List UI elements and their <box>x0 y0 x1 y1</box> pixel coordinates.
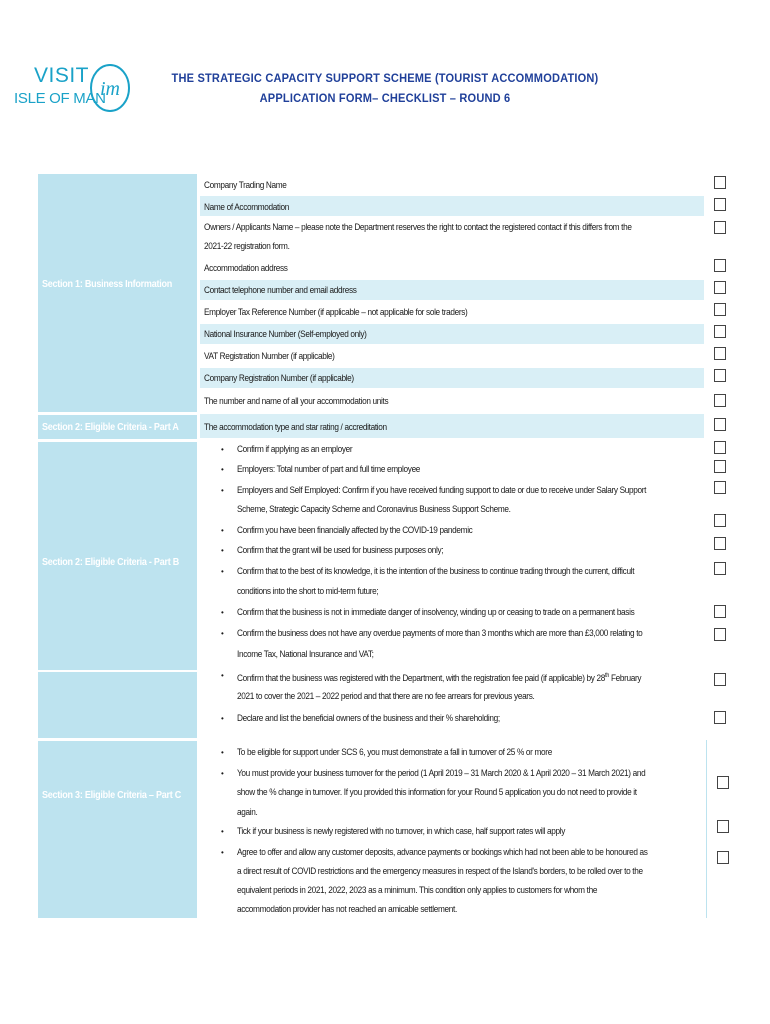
item-customer-deposits-cont-3: accommodation provider has not reached an amicable settlement. <box>237 904 457 915</box>
checkbox-funding-support[interactable] <box>714 481 726 494</box>
item-business-turnover: You must provide your business turnover for the period (1 April 2019 – 31 March 2020 & 1 April 2020 – 31 March 2021) and <box>237 768 646 779</box>
item-business-turnover-cont-2: again. <box>237 807 258 818</box>
checkbox-accommodation-address[interactable] <box>714 259 726 272</box>
bullet: • <box>221 629 224 638</box>
item-beneficial-owners: Declare and list the beneficial owners of the business and their % shareholding; <box>237 713 500 724</box>
section-1-label: Section 1: Business Information <box>42 278 172 290</box>
checkbox-covid-affected[interactable] <box>714 514 726 527</box>
bullet: • <box>221 714 224 723</box>
bullet: • <box>221 848 224 857</box>
item-customer-deposits-cont-2: equivalent periods in 2021, 2022, 2023 as a minimum. This condition only applies to customers for whom the <box>237 885 598 896</box>
checkbox-accommodation-type[interactable] <box>714 418 726 431</box>
item-no-overdue-payments: Confirm the business does not have any overdue payments of more than 3 months which are more than £3,000 relating to <box>237 628 643 639</box>
checkbox-business-turnover[interactable] <box>717 776 729 789</box>
item-fall-in-turnover: To be eligible for support under SCS 6, you must demonstrate a fall in turnover of 25 % or more <box>237 747 552 758</box>
registered-text: Confirm that the business was registered with the Department, with the registration fee paid (if applicable) by 28 <box>237 673 606 685</box>
item-accommodation-address: Accommodation address <box>204 263 288 274</box>
bullet: • <box>221 671 224 680</box>
item-vat-registration-number: VAT Registration Number (if applicable) <box>204 351 335 362</box>
section-3-label: Section 3: Eligible Criteria – Part C <box>42 789 181 801</box>
form-title-line-2: APPLICATION FORM– CHECKLIST – ROUND 6 <box>259 91 511 105</box>
checkbox-employer-tax-reference[interactable] <box>714 303 726 316</box>
item-customer-deposits: Agree to offer and allow any customer deposits, advance payments or bookings which had not been able to be honoured as <box>237 847 648 858</box>
section-2b-label: Section 2: Eligible Criteria - Part B <box>42 556 179 568</box>
item-total-employees: Employers: Total number of part and full time employee <box>237 464 421 475</box>
item-confirm-employer: Confirm if applying as an employer <box>237 444 353 455</box>
checkbox-vat-registration[interactable] <box>714 347 726 360</box>
bullet: • <box>221 445 224 454</box>
item-newly-registered: Tick if your business is newly registered with no turnover, in which case, half support rates will apply <box>237 826 566 837</box>
checkbox-grant-business-purposes[interactable] <box>714 537 726 550</box>
item-continue-trading-cont: conditions into the short to mid-term future; <box>237 586 379 597</box>
item-accommodation-units: The number and name of all your accommodation units <box>204 396 389 407</box>
form-title <box>150 68 619 108</box>
column-divider <box>706 740 707 918</box>
section-3-header <box>38 741 197 918</box>
item-national-insurance-number: National Insurance Number (Self-employed only) <box>204 329 367 340</box>
section-2a-label: Section 2: Eligible Criteria - Part A <box>42 421 179 433</box>
item-funding-support-cont: Scheme, Strategic Capacity Scheme and Coronavirus Business Support Scheme. <box>237 504 511 515</box>
registered-superscript: th <box>605 672 610 679</box>
form-title-line-1: THE STRATEGIC CAPACITY SUPPORT SCHEME (TOURIST ACCOMMODATION) <box>171 71 599 85</box>
item-registered-with-department-cont: 2021 to cover the 2021 – 2022 period and that there are no fee arrears for previous years. <box>237 691 535 702</box>
item-registered-with-department <box>237 669 641 685</box>
bullet: • <box>221 769 224 778</box>
checkbox-newly-registered[interactable] <box>717 820 729 833</box>
item-name-of-accommodation: Name of Accommodation <box>204 202 289 213</box>
checkbox-company-registration[interactable] <box>714 369 726 382</box>
section-2b-continued <box>38 672 197 738</box>
item-no-overdue-payments-cont: Income Tax, National Insurance and VAT; <box>237 649 374 660</box>
bullet: • <box>221 567 224 576</box>
bullet: • <box>221 526 224 535</box>
item-customer-deposits-cont-1: a direct result of COVID restrictions and the emergency measures in respect of the Island's borders, to be rolled over to the <box>237 866 643 877</box>
item-company-registration-number: Company Registration Number (if applicable) <box>204 373 354 384</box>
bullet: • <box>221 486 224 495</box>
bullet: • <box>221 608 224 617</box>
checkbox-no-overdue-payments[interactable] <box>714 628 726 641</box>
item-funding-support: Employers and Self Employed: Confirm if you have received funding support to date or due to receive under Salary Support <box>237 485 647 496</box>
checkbox-contact-details[interactable] <box>714 281 726 294</box>
checkbox-customer-deposits[interactable] <box>717 851 729 864</box>
registered-month: February <box>609 673 642 685</box>
item-company-trading-name: Company Trading Name <box>204 180 287 191</box>
bullet: • <box>221 546 224 555</box>
item-employer-tax-reference: Employer Tax Reference Number (if applicable – not applicable for sole traders) <box>204 307 468 318</box>
checkbox-national-insurance[interactable] <box>714 325 726 338</box>
section-2a-header <box>38 415 197 439</box>
checkbox-accommodation-units[interactable] <box>714 394 726 407</box>
logo-visit-text: VISIT <box>34 64 90 87</box>
checkbox-company-trading-name[interactable] <box>714 176 726 189</box>
bullet: • <box>221 827 224 836</box>
checkbox-name-of-accommodation[interactable] <box>714 198 726 211</box>
section-2b-header <box>38 442 197 670</box>
item-continue-trading: Confirm that to the best of its knowledge, it is the intention of the business to continue trading through the current, difficult <box>237 566 635 577</box>
item-owners-applicants-name: Owners / Applicants Name – please note the Department reserves the right to contact the registered contact if this differs from the <box>204 222 632 233</box>
checkbox-confirm-employer[interactable] <box>714 441 726 454</box>
logo-isle-of-man-text: ISLE OF MAN <box>14 90 106 107</box>
section-1-header <box>38 174 197 412</box>
checkbox-total-employees[interactable] <box>714 460 726 473</box>
item-grant-business-purposes: Confirm that the grant will be used for business purposes only; <box>237 545 444 556</box>
item-contact-telephone-email: Contact telephone number and email address <box>204 285 357 296</box>
checkbox-continue-trading[interactable] <box>714 562 726 575</box>
item-owners-applicants-name-cont: 2021-22 registration form. <box>204 241 290 252</box>
checkbox-owners-applicants-name[interactable] <box>714 221 726 234</box>
svg-text:im: im <box>100 78 120 100</box>
bullet: • <box>221 748 224 757</box>
visit-isle-of-man-logo <box>8 62 132 122</box>
checkbox-beneficial-owners[interactable] <box>714 711 726 724</box>
item-business-turnover-cont-1: show the % change in turnover. If you provided this information for your Round 5 application you do not need to provide it <box>237 787 637 798</box>
item-covid-affected: Confirm you have been financially affected by the COVID-19 pandemic <box>237 525 473 536</box>
bullet: • <box>221 465 224 474</box>
item-not-insolvent: Confirm that the business is not in immediate danger of insolvency, winding up or ceasing to trade on a permanent basis <box>237 607 635 618</box>
checkbox-not-insolvent[interactable] <box>714 605 726 618</box>
im-logo-mark-icon <box>88 62 132 114</box>
item-accommodation-type-rating: The accommodation type and star rating / accreditation <box>204 422 387 433</box>
checkbox-registered-with-department[interactable] <box>714 673 726 686</box>
